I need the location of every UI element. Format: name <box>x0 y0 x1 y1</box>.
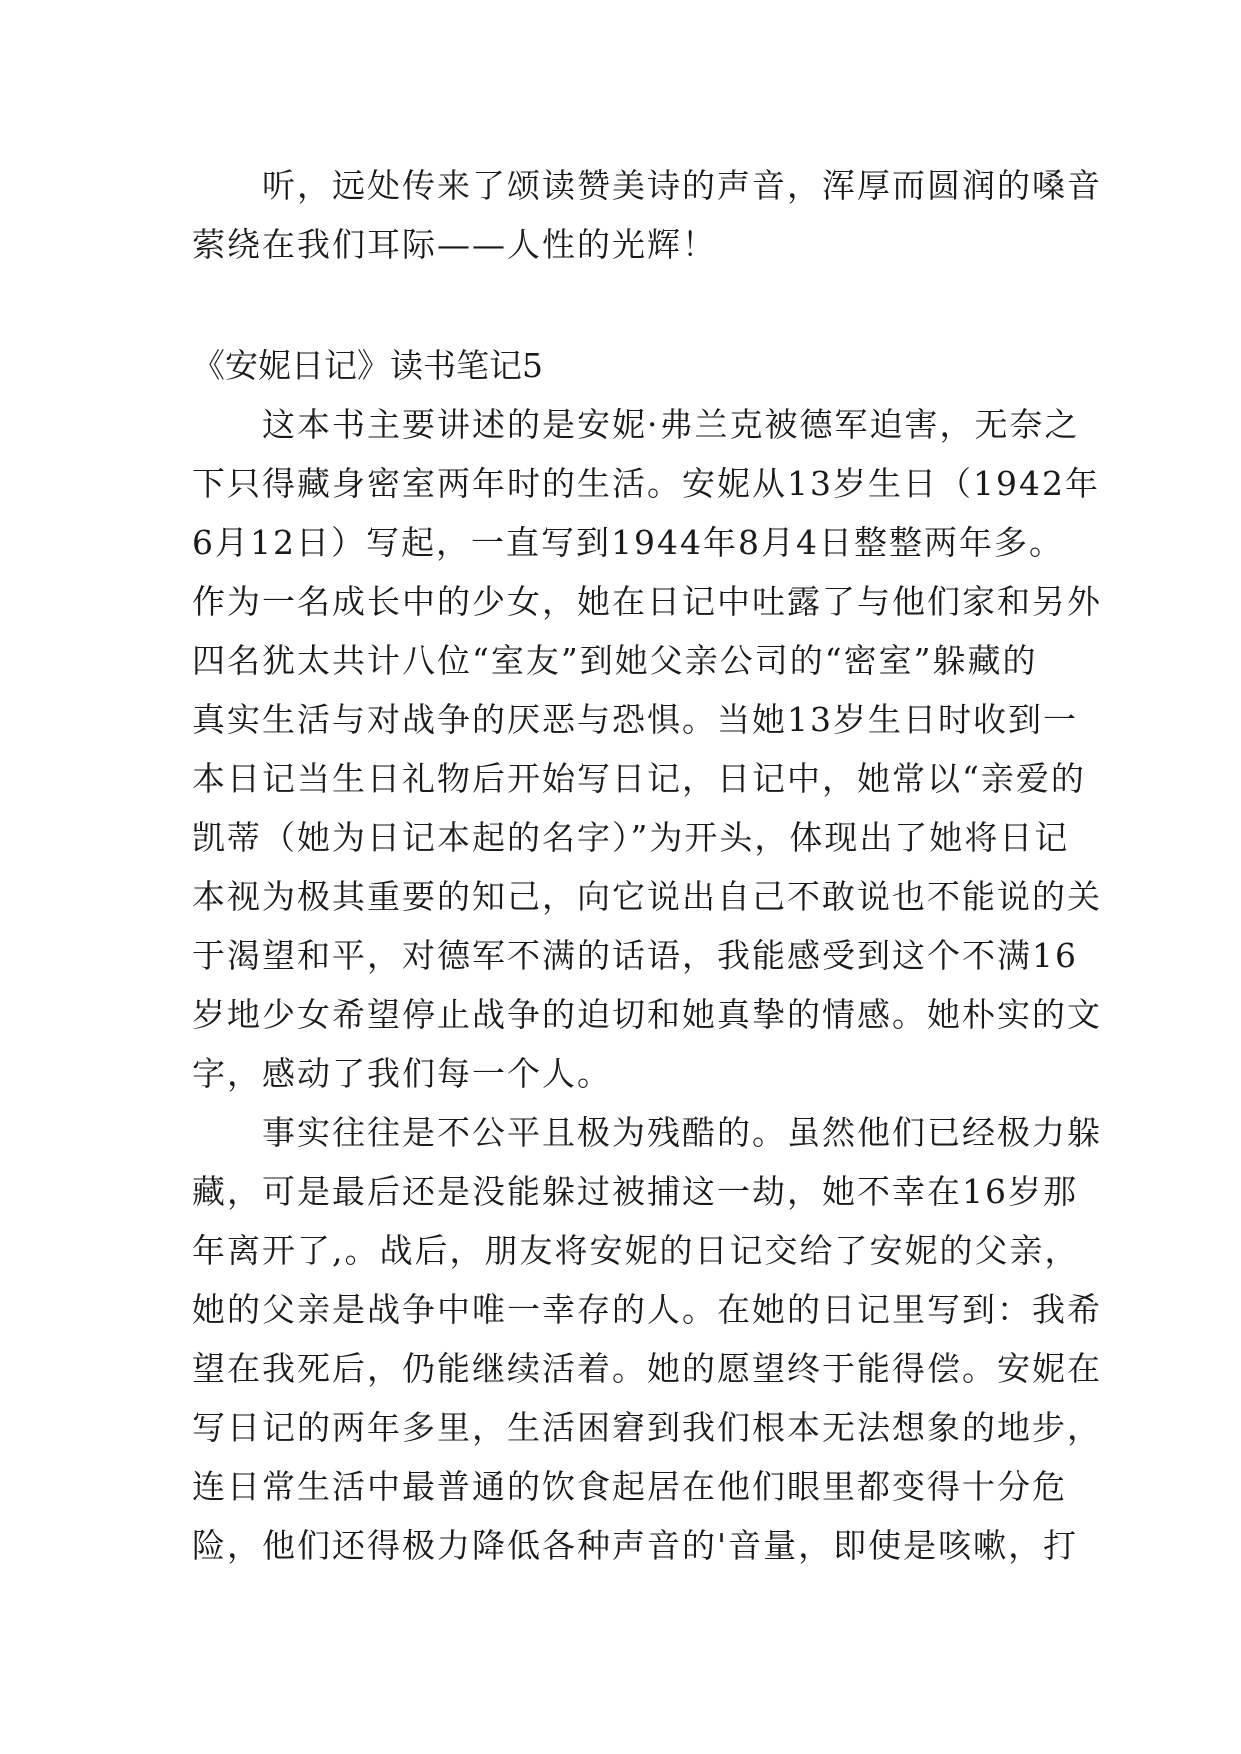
paragraph-line: 四名犹太共计八位“室友”到她父亲公司的“密室”躲藏的 <box>192 641 1038 680</box>
paragraph-line: 望在我死后，仍能继续活着。她的愿望终于能得偿。安妮在 <box>192 1349 1102 1388</box>
paragraph-line: 险，他们还得极力降低各种声音的'音量，即使是咳嗽，打 <box>192 1526 1079 1565</box>
paragraph-line: 字，感动了我们每一个人。 <box>192 1054 612 1093</box>
paragraph-line: 岁地少女希望停止战争的迫切和她真挚的情感。她朴实的文 <box>192 995 1102 1034</box>
paragraph-1 <box>192 156 1102 274</box>
paragraph-line: 萦绕在我们耳际——人性的光辉！ <box>192 225 717 264</box>
heading-text: 《安妮日记》读书笔记5 <box>192 346 543 385</box>
paragraph-line: 这本书主要讲述的是安妮·弗兰克被德军迫害，无奈之 <box>192 405 1080 444</box>
section-heading <box>192 336 1072 395</box>
paragraph-line: 于渴望和平，对德军不满的话语，我能感受到这个不满16 <box>192 936 1078 975</box>
paragraph-line: 年离开了,。战后，朋友将安妮的日记交给了安妮的父亲， <box>192 1231 1080 1270</box>
paragraph-line: 作为一名成长中的少女，她在日记中吐露了与他们家和另外 <box>192 582 1102 621</box>
paragraph-line: 她的父亲是战争中唯一幸存的人。在她的日记里写到：我希 <box>192 1290 1102 1329</box>
paragraph-line: 真实生活与对战争的厌恶与恐惧。当她13岁生日时收到一 <box>192 700 1078 739</box>
paragraph-line: 连日常生活中最普通的饮食起居在他们眼里都变得十分危 <box>192 1467 1067 1506</box>
paragraph-line: 6月12日）写起，一直写到1944年8月4日整整两年多。 <box>192 523 1064 562</box>
paragraph-2 <box>192 395 1102 1575</box>
paragraph-line: 下只得藏身密室两年时的生活。安妮从13岁生日（1942年 <box>192 464 1100 503</box>
paragraph-line: 藏，可是最后还是没能躲过被捕这一劫，她不幸在16岁那 <box>192 1172 1078 1211</box>
paragraph-line: 事实往往是不公平且极为残酷的。虽然他们已经极力躲 <box>192 1113 1102 1152</box>
paragraph-line: 写日记的两年多里，生活困窘到我们根本无法想象的地步， <box>192 1408 1102 1447</box>
paragraph-line: 本视为极其重要的知己，向它说出自己不敢说也不能说的关 <box>192 877 1102 916</box>
paragraph-line: 凯蒂（她为日记本起的名字）”为开头，体现出了她将日记 <box>192 818 1070 857</box>
paragraph-line: 听，远处传来了颂读赞美诗的声音，浑厚而圆润的嗓音 <box>192 166 1102 205</box>
paragraph-line: 本日记当生日礼物后开始写日记，日记中，她常以“亲爱的 <box>192 759 1086 798</box>
